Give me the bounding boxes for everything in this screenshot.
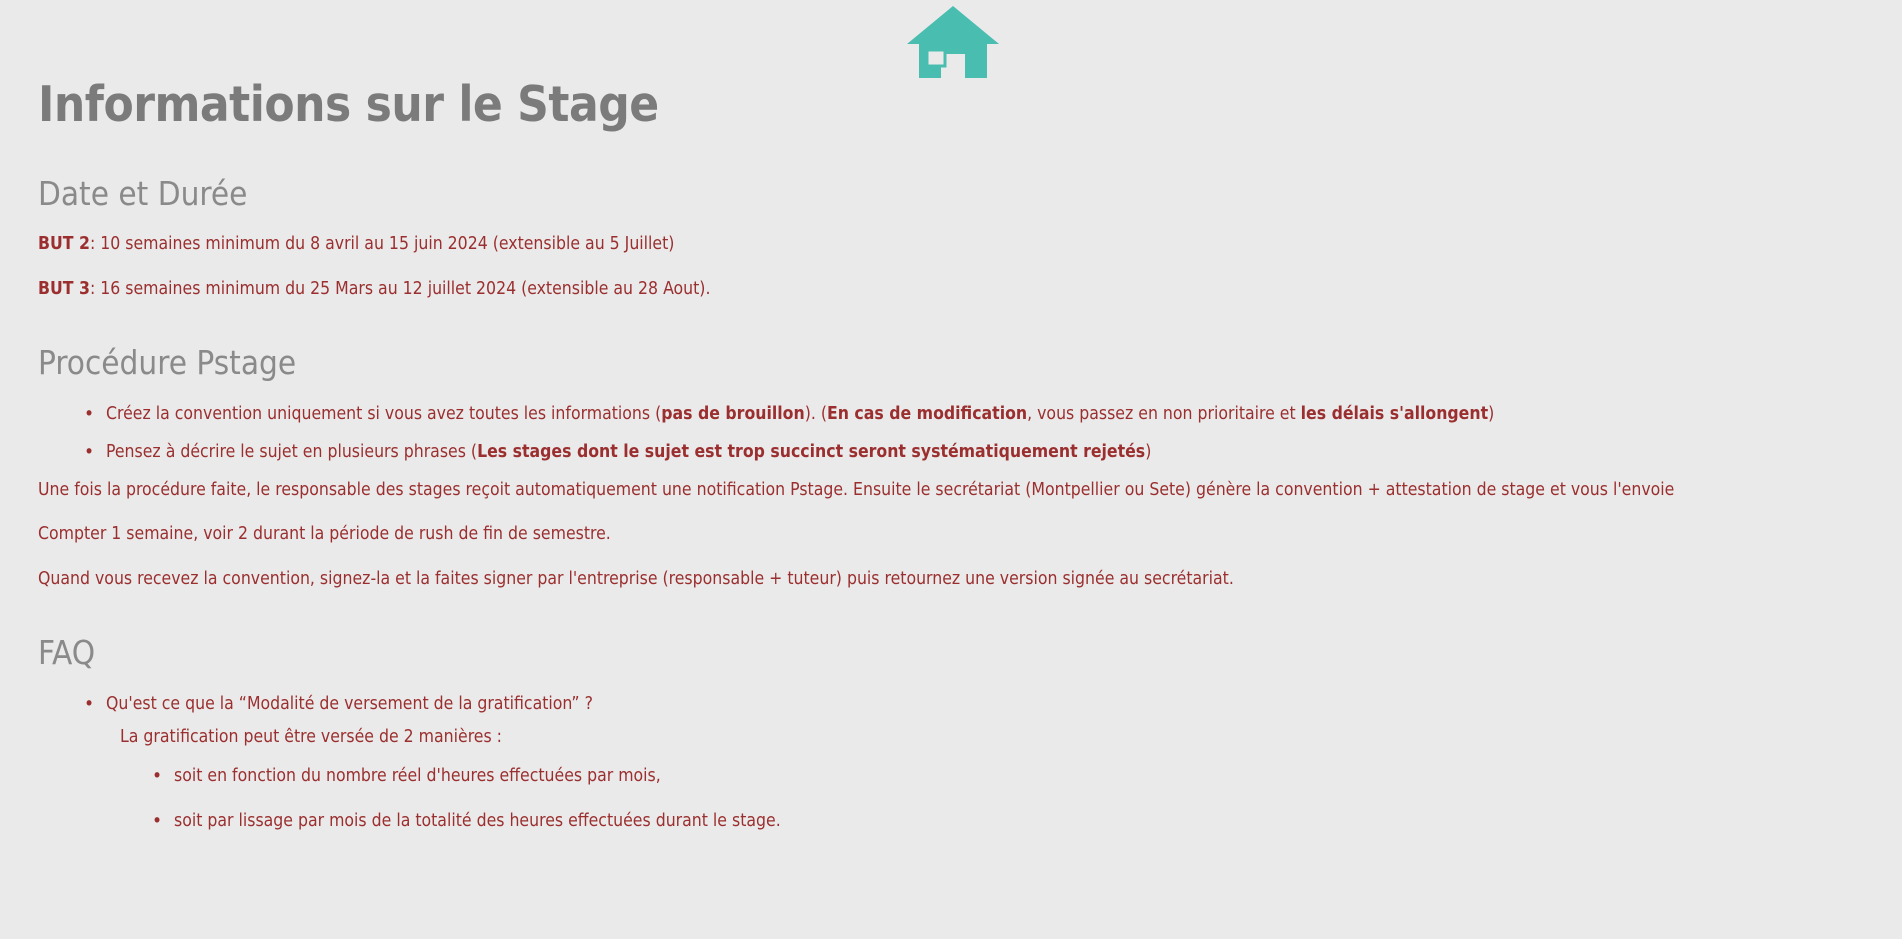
home-icon[interactable]	[905, 4, 1001, 82]
procedure-paragraph-1: Une fois la procédure faite, le responsable des stages reçoit automatiquement une notification Pstage. Ensuite le secrétariat (Montpellier ou Sete) génère la convention + attestation de stage et vous l'envoie	[38, 479, 1675, 500]
bullet1-bold2: En cas de modification	[826, 404, 1028, 425]
bullet1-part3: , vous passez en non prioritaire et	[1027, 404, 1301, 425]
bullet1-part4: )	[1488, 404, 1495, 425]
bullet1-part2: ). (	[804, 404, 827, 425]
bullet1-bold3: les délais s'allongent	[1300, 404, 1489, 425]
faq-question: Qu'est ce que la “Modalité de versement de la gratification” ?	[106, 694, 593, 715]
home-icon-wrap[interactable]	[905, 4, 1001, 82]
procedure-bullet-list	[38, 403, 1864, 464]
procedure-paragraph-3: Quand vous recevez la convention, signez-la et la faites signer par l'entreprise (responsable + tuteur) puis retournez une version signée au secrétariat.	[38, 569, 1234, 590]
procedure-paragraph-2: Compter 1 semaine, voir 2 durant la période de rush de fin de semestre.	[38, 524, 611, 545]
bullet2-bold1: Les stages dont le sujet est trop succinct seront systématiquement rejetés	[477, 441, 1146, 462]
but3-text: : 16 semaines minimum du 25 Mars au 12 juillet 2024 (extensible au 28 Aout).	[89, 279, 711, 300]
bullet2-part2: )	[1145, 441, 1152, 462]
list-item	[106, 441, 1864, 464]
bullet2-part1: Pensez à décrire le sujet en plusieurs phrases (	[106, 441, 478, 462]
but3-label: BUT 3	[38, 279, 90, 300]
section-heading-procedure: Procédure Pstage	[38, 342, 297, 382]
faq-sub-list	[106, 765, 1864, 833]
bullet1-bold1: pas de brouillon	[661, 404, 805, 425]
bullet1-part1: Créez la convention uniquement si vous avez toutes les informations (	[106, 404, 662, 425]
but2-text: : 10 semaines minimum du 8 avril au 15 juin 2024 (extensible au 5 Juillet)	[89, 234, 675, 255]
date-line-but2	[38, 234, 1864, 256]
date-line-but3	[38, 279, 1864, 301]
faq-list	[38, 693, 1864, 832]
faq-answer: La gratification peut être versée de 2 manières :	[120, 727, 502, 748]
list-item: • soit en fonction du nombre réel d'heures effectuées par mois,	[174, 765, 1864, 788]
page-title: Informations sur le Stage	[38, 76, 659, 133]
list-item	[106, 693, 1864, 832]
list-item	[106, 403, 1864, 426]
list-item: • soit par lissage par mois de la totalité des heures effectuées durant le stage.	[174, 810, 1864, 833]
section-heading-faq: FAQ	[38, 632, 96, 672]
but2-label: BUT 2	[38, 234, 90, 255]
section-heading-dates: Date et Durée	[38, 173, 248, 213]
